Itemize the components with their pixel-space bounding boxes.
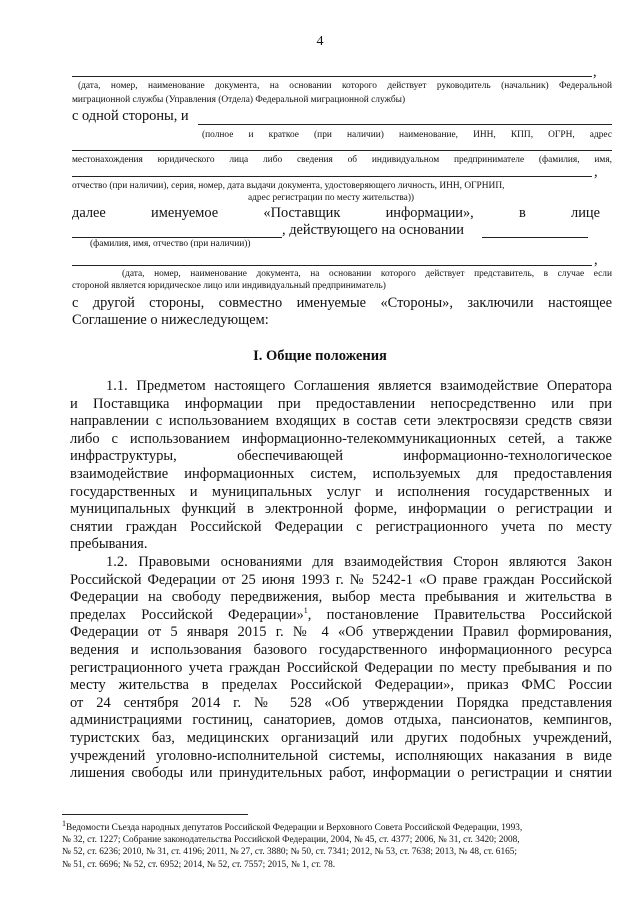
text-line: Федерации на свободу передвижения, выбор места пребывания и жительства в xyxy=(70,589,612,606)
text-line: учреждений уголовно-исполнительной системы, исполняющих наказания в виде xyxy=(70,747,612,764)
text-line xyxy=(70,607,612,625)
footnote-ref: 1 xyxy=(303,605,308,615)
paragraph-1-2 xyxy=(70,554,612,783)
text-line: 1.1. Предметом настоящего Соглашения является взаимодействие Оператора xyxy=(106,378,612,394)
text-line: Федерации от 5 января 2015 г. № 4 «Об утверждении Правил формирования, xyxy=(70,624,612,641)
text-fragment: , постановление Правительства Российской xyxy=(307,606,612,623)
blank-line xyxy=(72,76,592,77)
footnote xyxy=(62,818,612,871)
other-side-text-cont: Соглашение о нижеследующем: xyxy=(72,312,269,328)
footnote-line: № 51, ст. 6696; № 52, ст. 6952; 2014, № 52, ст. 7557; 2015, № 1, ст. 78. xyxy=(62,859,336,870)
field-caption: стороной является юридическое лицо или индивидуальный предприниматель) xyxy=(72,281,386,291)
field-caption: (дата, номер, наименование документа, на основании которого действует представитель, в случае если xyxy=(122,269,612,279)
blank-line xyxy=(482,237,588,238)
text-line: инфраструктуры, обеспечивающей информационно-технологическое xyxy=(70,448,612,465)
text-line: государственных и муниципальных услуг и исполнения государственных и xyxy=(70,483,612,500)
footnote-line: № 32, ст. 1227; Собрание законодательства Российской Федерации, 2004, № 45, ст. 4377; 2006, № 31, ст. 3420; 2008, xyxy=(62,835,520,846)
blank-line xyxy=(72,150,612,151)
text-line: 1.2. Правовыми основаниями для взаимодействия Сторон являются Закон xyxy=(106,554,612,570)
text-line: от 24 сентября 2014 г. № 528 «Об утверждении Порядка представления xyxy=(70,694,612,711)
text-line: пребывания. xyxy=(70,536,148,553)
footnote-line xyxy=(62,818,612,834)
comma: , xyxy=(594,164,598,180)
comma: , xyxy=(593,64,597,80)
text-line: снятии граждан Российской Федерации с регистрационного учета по месту xyxy=(70,518,612,535)
field-caption-cont: миграционной службы (Управления (Отдела) Федеральной миграционной службы) xyxy=(72,95,406,105)
text-line: администрациями гостиниц, санаториев, домов отдыха, пансионатов, кемпингов, xyxy=(70,712,612,729)
text-line: ведения и использования базового государственного информационного ресурса xyxy=(70,641,612,658)
hereinafter-text: далее именуемое «Поставщик информации», в лице xyxy=(72,205,600,221)
text-line: Российской Федерации от 25 июня 1993 г. № 5242-1 «О праве граждан Российской xyxy=(70,571,612,588)
footnote-separator xyxy=(62,814,248,815)
blank-line xyxy=(72,265,592,266)
paragraph-1-1 xyxy=(70,378,612,554)
field-caption: местонахождения юридического лица либо сведения об индивидуальном предпринимателе (фамилия, имя, xyxy=(72,155,612,165)
section-title: I. Общие положения xyxy=(253,348,387,364)
field-caption: (полное и краткое (при наличии) наименование, ИНН, КПП, ОГРН, адрес xyxy=(202,130,612,140)
text-fragment: пределах Российской Федерации» xyxy=(70,606,304,623)
footnote-text: Ведомости Съезда народных депутатов Российской Федерации и Верховного Совета Российской Федерации, 1993, xyxy=(66,823,523,833)
blank-line xyxy=(198,124,612,125)
text-line: месту жительства в пределах Российской Федерации», приказ ФМС России xyxy=(70,677,612,694)
field-caption: отчество (при наличии), серия, номер, дата выдачи документа, удостоверяющего личность, ИНН, ОГРНИП, xyxy=(72,181,505,191)
text-line: либо с использованием информационно-телекоммуникационных сетей, а также xyxy=(70,430,612,447)
text-line: регистрационного учета граждан Российской Федерации по месту пребывания и по xyxy=(70,659,612,676)
text-line: лишения свободы или принудительных работ, информации о регистрации и снятии xyxy=(70,765,612,782)
text-line: туристских баз, медицинских организаций или других подобных учреждений, xyxy=(70,729,612,746)
one-side-text: с одной стороны, и xyxy=(72,108,189,124)
footnote-line: № 52, ст. 6236; 2010, № 31, ст. 4196; 2011, № 27, ст. 3880; № 50, ст. 7341; 2012, № 53, ст. 7638; 2013, № 48, ст. 6165; xyxy=(62,847,517,858)
field-caption: (фамилия, имя, отчество (при наличии)) xyxy=(90,239,251,249)
text-line: муниципальных функций в электронной форме, информации о регистрации и xyxy=(70,501,612,518)
field-caption: (дата, номер, наименование документа, на основании которого действует руководитель (начальник) Федеральной xyxy=(78,81,612,91)
blank-line xyxy=(72,176,592,177)
footnote-mark: 1 xyxy=(62,818,66,828)
text-line: направлении с использованием входящих в состав сети электросвязи средств связи xyxy=(70,413,612,430)
text-line: взаимодействие информационных систем, используемых для предоставления xyxy=(70,465,612,482)
acting-on-text: , действующего на основании xyxy=(282,222,464,238)
comma: , xyxy=(594,252,598,268)
field-caption: адрес регистрации по месту жительства)) xyxy=(248,193,415,203)
text-line: и Поставщика информации при предоставлении непосредственно или при xyxy=(70,395,612,412)
other-side-text: с другой стороны, совместно именуемые «Стороны», заключили настоящее xyxy=(72,295,612,311)
page-number: 4 xyxy=(316,34,324,49)
